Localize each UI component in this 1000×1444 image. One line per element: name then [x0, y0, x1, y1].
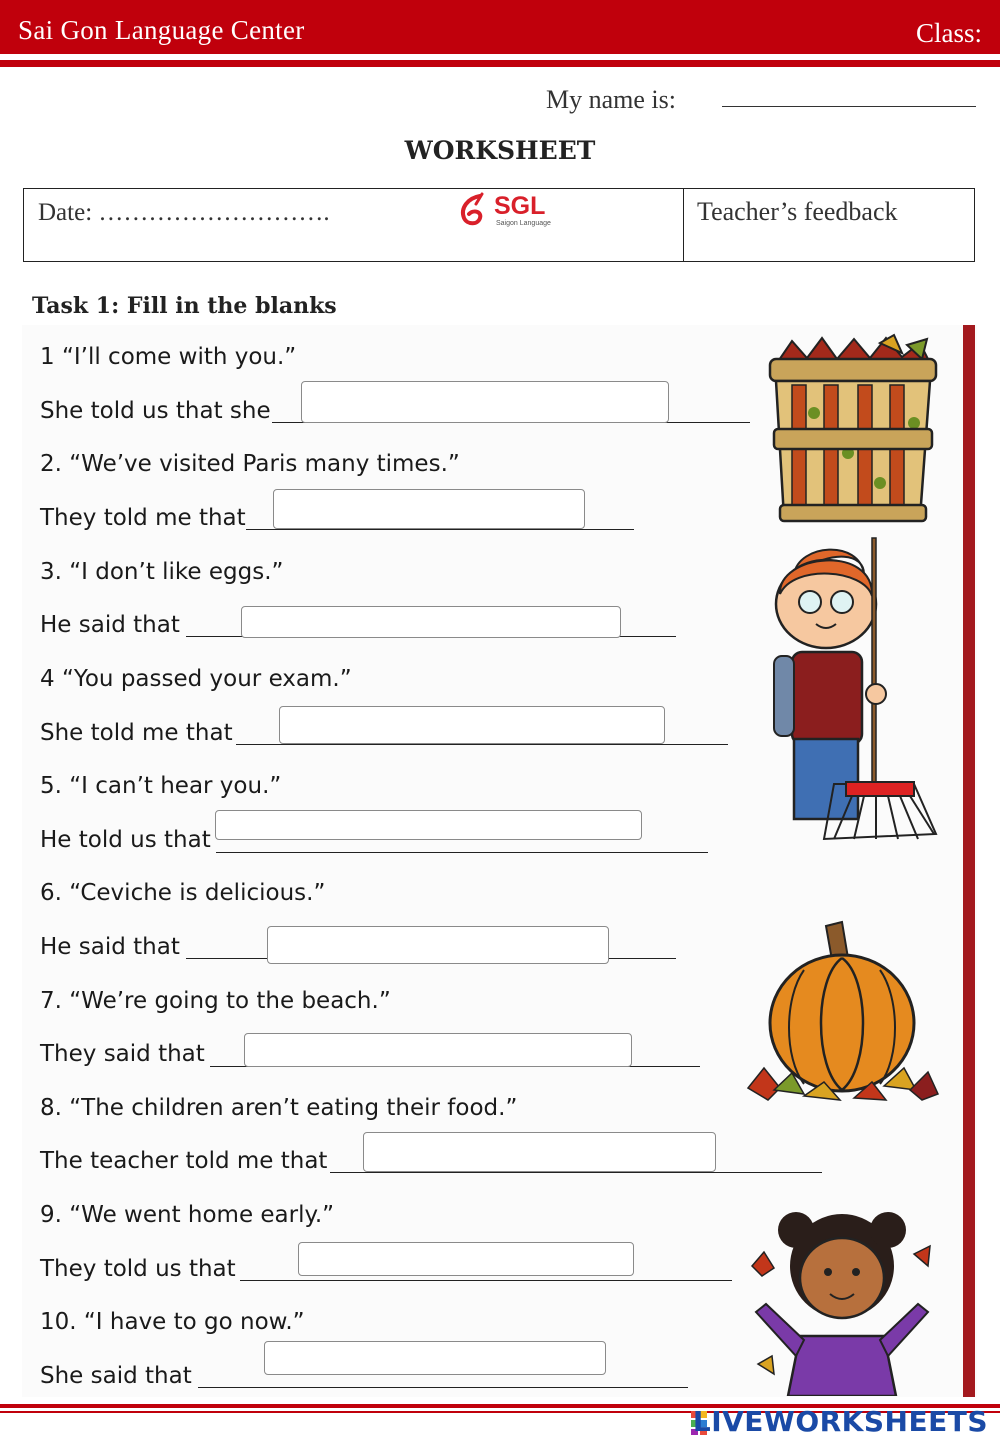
answer-input-6[interactable]	[267, 926, 609, 964]
sgl-logo-icon	[456, 192, 492, 230]
question-10: 10. “I have to go now.”	[40, 1309, 305, 1335]
answer-input-9[interactable]	[298, 1242, 634, 1276]
prompt-6: He said that	[40, 934, 180, 960]
center-name: Sai Gon Language Center	[18, 15, 305, 45]
answer-line-10	[198, 1387, 688, 1388]
leaf-basket-icon	[762, 333, 942, 528]
name-line	[722, 106, 976, 107]
question-2: 2. “We’ve visited Paris many times.”	[40, 451, 460, 477]
feedback-label: Teacher’s feedback	[697, 197, 898, 226]
prompt-9: They told us that	[40, 1256, 236, 1282]
answer-line-9	[240, 1280, 732, 1281]
question-4: 4 “You passed your exam.”	[40, 666, 352, 692]
class-label: Class:	[915, 18, 982, 48]
girl-with-leaves-icon	[744, 1196, 940, 1396]
answer-input-2[interactable]	[273, 489, 585, 529]
info-table	[23, 188, 975, 262]
answer-input-1[interactable]	[301, 381, 669, 423]
logo-text: SGL	[494, 192, 546, 220]
question-8: 8. “The children aren’t eating their food.”	[40, 1095, 518, 1121]
prompt-5: He told us that	[40, 827, 211, 853]
prompt-1: She told us that she	[40, 398, 271, 424]
answer-input-5[interactable]	[215, 810, 642, 840]
question-7: 7. “We’re going to the beach.”	[40, 988, 391, 1014]
prompt-2: They told me that	[40, 505, 246, 531]
page-border-stripe	[963, 325, 975, 1397]
question-9: 9. “We went home early.”	[40, 1202, 335, 1228]
prompt-7: They said that	[40, 1041, 205, 1067]
header-bar	[0, 0, 1000, 54]
question-6: 6. “Ceviche is delicious.”	[40, 880, 326, 906]
answer-input-4[interactable]	[279, 706, 665, 744]
question-3: 3. “I don’t like eggs.”	[40, 559, 284, 585]
pumpkin-icon	[744, 918, 940, 1103]
prompt-3: He said that	[40, 612, 180, 638]
answer-line-8	[330, 1172, 822, 1173]
answer-input-7[interactable]	[244, 1033, 632, 1067]
header-divider	[0, 60, 1000, 67]
question-5: 5. “I can’t hear you.”	[40, 773, 282, 799]
logo-subtext: Saigon Language	[496, 220, 551, 227]
answer-input-3[interactable]	[241, 606, 621, 638]
answer-line-2	[246, 529, 634, 530]
date-label: Date: ……………………….	[38, 199, 330, 226]
prompt-10: She said that	[40, 1363, 192, 1389]
prompt-8: The teacher told me that	[40, 1148, 328, 1174]
worksheet-title: WORKSHEET	[404, 136, 596, 165]
name-label: My name is:	[546, 85, 676, 114]
table-divider	[683, 189, 684, 261]
answer-line-5	[216, 852, 708, 853]
answer-input-10[interactable]	[264, 1341, 606, 1375]
answer-input-8[interactable]	[363, 1132, 716, 1172]
liveworksheets-brand[interactable]: LIVEWORKSHEETS	[692, 1405, 988, 1438]
boy-with-rake-icon	[764, 534, 942, 854]
answer-line-4	[236, 744, 728, 745]
task-title: Task 1: Fill in the blanks	[32, 293, 337, 319]
question-1: 1 “I’ll come with you.”	[40, 344, 297, 370]
sgl-logo	[456, 192, 556, 232]
prompt-4: She told me that	[40, 720, 233, 746]
